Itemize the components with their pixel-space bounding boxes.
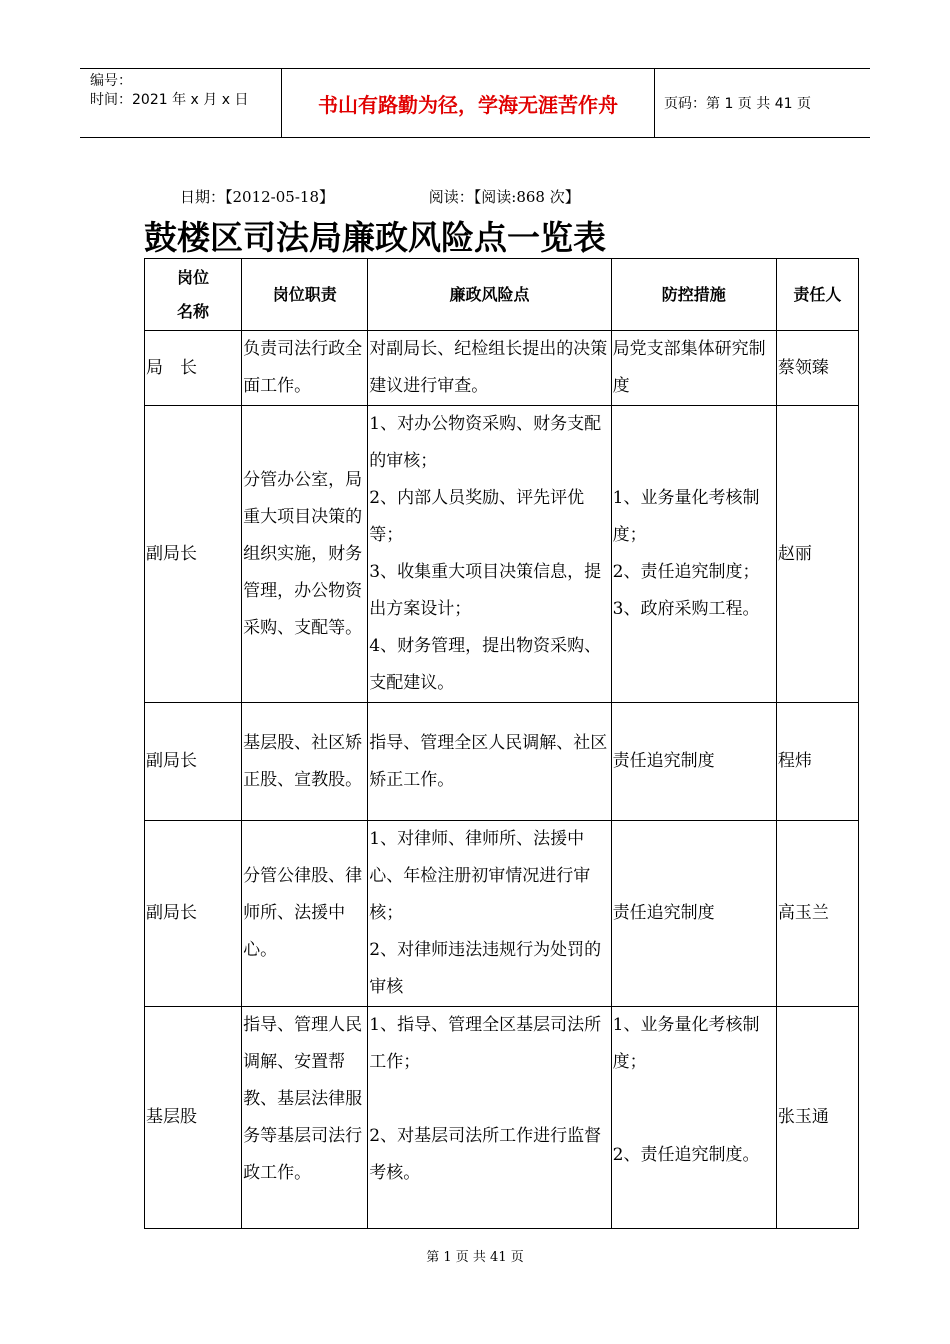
cell-measure: 责任追究制度	[611, 821, 776, 1007]
header-person: 责任人	[776, 259, 858, 331]
article-meta	[180, 186, 580, 207]
cell-risk: 1、对办公物资采购、财务支配的审核； 2、内部人员奖励、评先评优等； 3、收集重大项目决策信息，提出方案设计； 4、财务管理，提出物资采购、支配建议。	[368, 406, 611, 703]
cell-measure	[611, 1007, 776, 1229]
cell-position: 副局长	[145, 406, 242, 703]
cell-duty: 基层股、社区矫正股、宣教股。	[242, 703, 368, 821]
cell-duty: 负责司法行政全面工作。	[242, 331, 368, 406]
code-label: 编号：	[90, 73, 132, 89]
table-row	[145, 331, 859, 406]
cell-duty: 指导、管理人民调解、安置帮教、基层法律服务等基层司法行政工作。	[242, 1007, 368, 1229]
header-duty: 岗位职责	[242, 259, 368, 331]
measure-item-2: 2、责任追究制度。	[612, 1145, 760, 1165]
cell-measure: 责任追究制度	[611, 703, 776, 821]
cell-position: 副局长	[145, 821, 242, 1007]
motto: 书山有路勤为径，学海无涯苦作舟	[282, 69, 655, 137]
page-footer: 第 1 页 共 41 页	[426, 1250, 524, 1265]
header-risk: 廉政风险点	[368, 259, 611, 331]
cell-duty: 分管公律股、律师所、法援中心。	[242, 821, 368, 1007]
risk-item-2: 2、对基层司法所工作进行监督考核。	[369, 1126, 602, 1183]
cell-risk	[368, 1007, 611, 1229]
read-count: 阅读：【阅读:868 次】	[428, 188, 580, 206]
risk-gap	[369, 1081, 609, 1118]
table-row	[145, 821, 859, 1007]
measure-item-1: 1、业务量化考核制度；	[612, 1015, 760, 1072]
cell-risk: 1、对律师、律师所、法援中心、年检注册初审情况进行审核； 2、对律师违法违规行为处罚的审核	[368, 821, 611, 1007]
header-left-cell	[80, 69, 282, 137]
cell-position: 基层股	[145, 1007, 242, 1229]
cell-measure: 局党支部集体研究制度	[611, 331, 776, 406]
cell-person: 张玉通	[776, 1007, 858, 1229]
table-header-row	[145, 259, 859, 331]
table-row	[145, 406, 859, 703]
cell-risk: 指导、管理全区人民调解、社区矫正工作。	[368, 703, 611, 821]
cell-measure: 1、业务量化考核制度； 2、责任追究制度； 3、政府采购工程。	[611, 406, 776, 703]
cell-person: 程炜	[776, 703, 858, 821]
measure-gap	[613, 1081, 775, 1137]
cell-person: 高玉兰	[776, 821, 858, 1007]
page-info: 页码：第 1 页 共 41 页	[664, 96, 811, 112]
header-measure: 防控措施	[611, 259, 776, 331]
cell-position: 副局长	[145, 703, 242, 821]
document-header	[80, 68, 870, 138]
cell-person: 蔡领臻	[776, 331, 858, 406]
publish-date: 日期：【2012-05-18】	[180, 188, 334, 206]
table-row	[145, 703, 859, 821]
table-row	[145, 1007, 859, 1229]
cell-person: 赵丽	[776, 406, 858, 703]
date-label: 时间：2021 年 x 月 x 日	[90, 92, 249, 108]
risk-item-1: 1、指导、管理全区基层司法所工作；	[369, 1015, 602, 1072]
cell-duty: 分管办公室，局重大项目决策的组织实施，财务管理，办公物资采购、支配等。	[242, 406, 368, 703]
header-position: 岗位 名称	[145, 259, 242, 331]
cell-risk: 对副局长、纪检组长提出的决策建议进行审查。	[368, 331, 611, 406]
page-title: 鼓楼区司法局廉政风险点一览表	[144, 218, 606, 257]
risk-table	[144, 258, 859, 1229]
cell-position: 局 长	[145, 331, 242, 406]
